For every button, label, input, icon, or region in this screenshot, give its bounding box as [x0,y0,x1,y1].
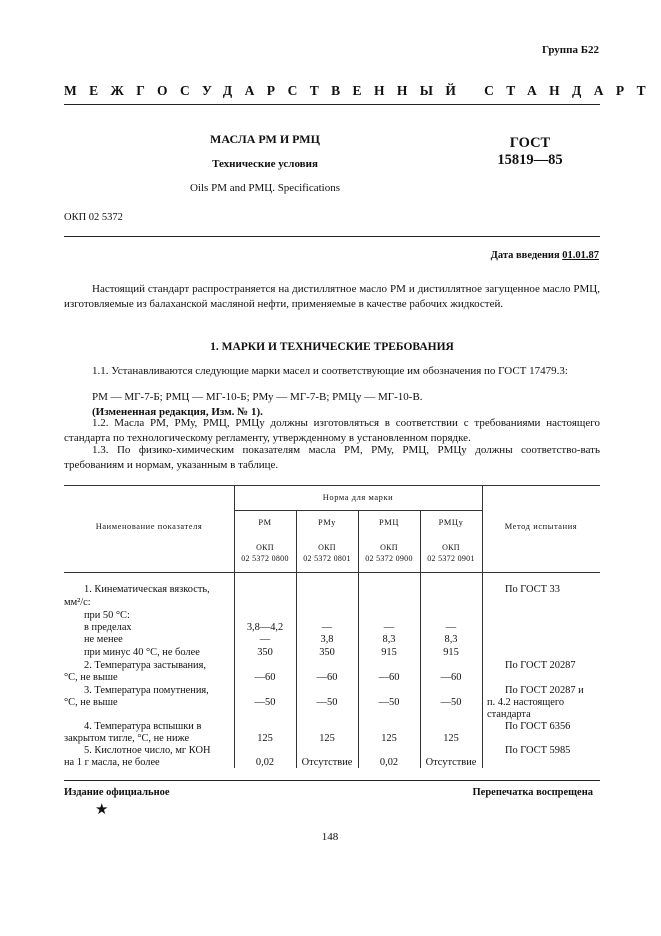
table-row-label: °С, не выше [64,697,118,708]
intro-date-label: Дата введения [490,250,560,261]
table-row-method: По ГОСТ 6356 [505,721,571,732]
table-cell: —50 [440,697,462,708]
table-top-rule [64,485,600,486]
table-row-method: По ГОСТ 33 [505,584,560,595]
standard-banner: МЕЖГОСУДАРСТВЕННЫЙ СТАНДАРТ [64,83,659,98]
paragraph-1-2: 1.2. Масла РМ, РМу, РМЦ, РМЦу должны изготовляться в соответствии с требованиями настоящего стандарта по технологическому регламенту, утвержденному в установленном порядке. [64,417,600,445]
table-cell: —50 [316,697,338,708]
mark-label: РМЦу [438,518,464,527]
section-title: 1. МАРКИ И ТЕХНИЧЕСКИЕ ТРЕБОВАНИЯ [210,341,454,353]
table-row-label: °С, не выше [64,672,118,683]
intro-date [491,250,599,261]
table-row-label: 4. Температура вспышки в [84,721,202,732]
table-row-method: По ГОСТ 5985 [505,745,571,756]
table-cell: — [259,634,271,645]
table-cell: —50 [378,697,400,708]
intro-date-value: 01.01.87 [562,250,599,261]
table-row-label: не менее [84,634,123,645]
table-row-method: п. 4.2 настоящего [487,697,565,708]
column-header-name: Наименование показателя [95,522,203,531]
page-number: 148 [321,831,339,843]
table-row-label: в пределах [84,622,132,633]
gost-number: 15819—85 [497,152,563,168]
column-header-method: Метод испытания [504,522,578,531]
table-cell: 125 [257,733,273,744]
table-row-method: стандарта [487,709,531,720]
table-row-method: По ГОСТ 20287 и [505,685,584,696]
table-cell: Отсутствие [301,757,353,768]
document-title: МАСЛА РМ И РМЦ [210,132,320,146]
footer-rule [64,780,600,781]
table-cell: 3,8 [320,634,334,645]
table-row-label: при минус 40 °С, не более [84,647,200,658]
mark-okp: ОКП 02 5372 0901 [427,543,475,563]
table-cell: 125 [319,733,335,744]
table-cell: 125 [443,733,459,744]
okp-code: ОКП 02 5372 [64,212,123,223]
table-cell: —50 [254,697,276,708]
table-row-label: 1. Кинематическая вязкость, [84,584,210,595]
paragraph-1-3: 1.3. По физико-химическим показателям масла РМ, РМу, РМЦ, РМЦу должны соответство-вать требованиям и нормам, указанным в таблице. [64,444,600,472]
gost-designation [490,135,570,169]
table-cell: 125 [381,733,397,744]
paragraph-1-1-marks: РМ — МГ-7-Б; РМЦ — МГ-10-Б; РМу — МГ-7-В; РМЦу — МГ-10-В. [92,391,423,403]
mark-okp: ОКП 02 5372 0800 [241,543,289,563]
table-cell: —60 [440,672,462,683]
document-subtitle: Технические условия [212,158,318,170]
reprint-prohibited-note: Перепечатка воспрещена [472,787,593,798]
table-cell: 3,8—4,2 [246,622,284,633]
table-cell: 8,3 [444,634,458,645]
gost-label: ГОСТ [509,135,551,151]
table-cell: 8,3 [382,634,396,645]
table-row-label: 5. Кислотное число, мг КОН [84,745,211,756]
paragraph-1-1-revision: (Измененная редакция, Изм. № 1). [92,406,263,418]
table-cell: Отсутствие [425,757,477,768]
group-code: Группа Б22 [542,44,599,56]
table-row-method: По ГОСТ 20287 [505,660,576,671]
table-cell: — [321,622,333,633]
paragraph-1-1: 1.1. Устанавливаются следующие марки масел и соответствующие им обозначения по ГОСТ 17479.3: [92,365,568,377]
mark-label: РМу [318,518,336,527]
table-cell: — [445,622,457,633]
table-row-label: 2. Температура застывания, [84,660,206,671]
table-header-rule [64,572,600,573]
table-row-label: закрытом тигле, °С, не ниже [64,733,190,744]
mark-label: РМ [258,518,272,527]
table-row-label: на 1 г масла, не более [64,757,160,768]
table-cell: —60 [316,672,338,683]
star-icon: ★ [95,802,109,818]
okp-rule [64,236,600,237]
table-cell: —60 [378,672,400,683]
table-cell: — [383,622,395,633]
table-cell: 915 [381,647,397,658]
table-row-label: 3. Температура помутнения, [84,685,209,696]
table-cell: 350 [257,647,273,658]
table-row-label: при 50 °С: [84,610,130,621]
table-cell: 0,02 [379,757,399,768]
official-edition-note: Издание официальное [64,787,170,798]
table-row-label: мм²/с: [64,597,91,608]
scope-paragraph: Настоящий стандарт распространяется на дистиллятное масло РМ и дистиллятное загущенное масло РМЦ, изготовляемые из балаханской масляной нефти, применяемые в качестве рабочих жидкостей. [64,283,600,311]
table-cell: 915 [443,647,459,658]
column-header-norm: Норма для марки [322,493,394,502]
mark-okp: ОКП 02 5372 0900 [365,543,413,563]
mark-okp: ОКП 02 5372 0801 [303,543,351,563]
header-rule [64,104,600,105]
table-cell: 0,02 [255,757,275,768]
table-cell: —60 [254,672,276,683]
english-title: Oils PM and PMЦ. Specifications [189,182,341,194]
mark-label: РМЦ [379,518,399,527]
table-cell: 350 [319,647,335,658]
